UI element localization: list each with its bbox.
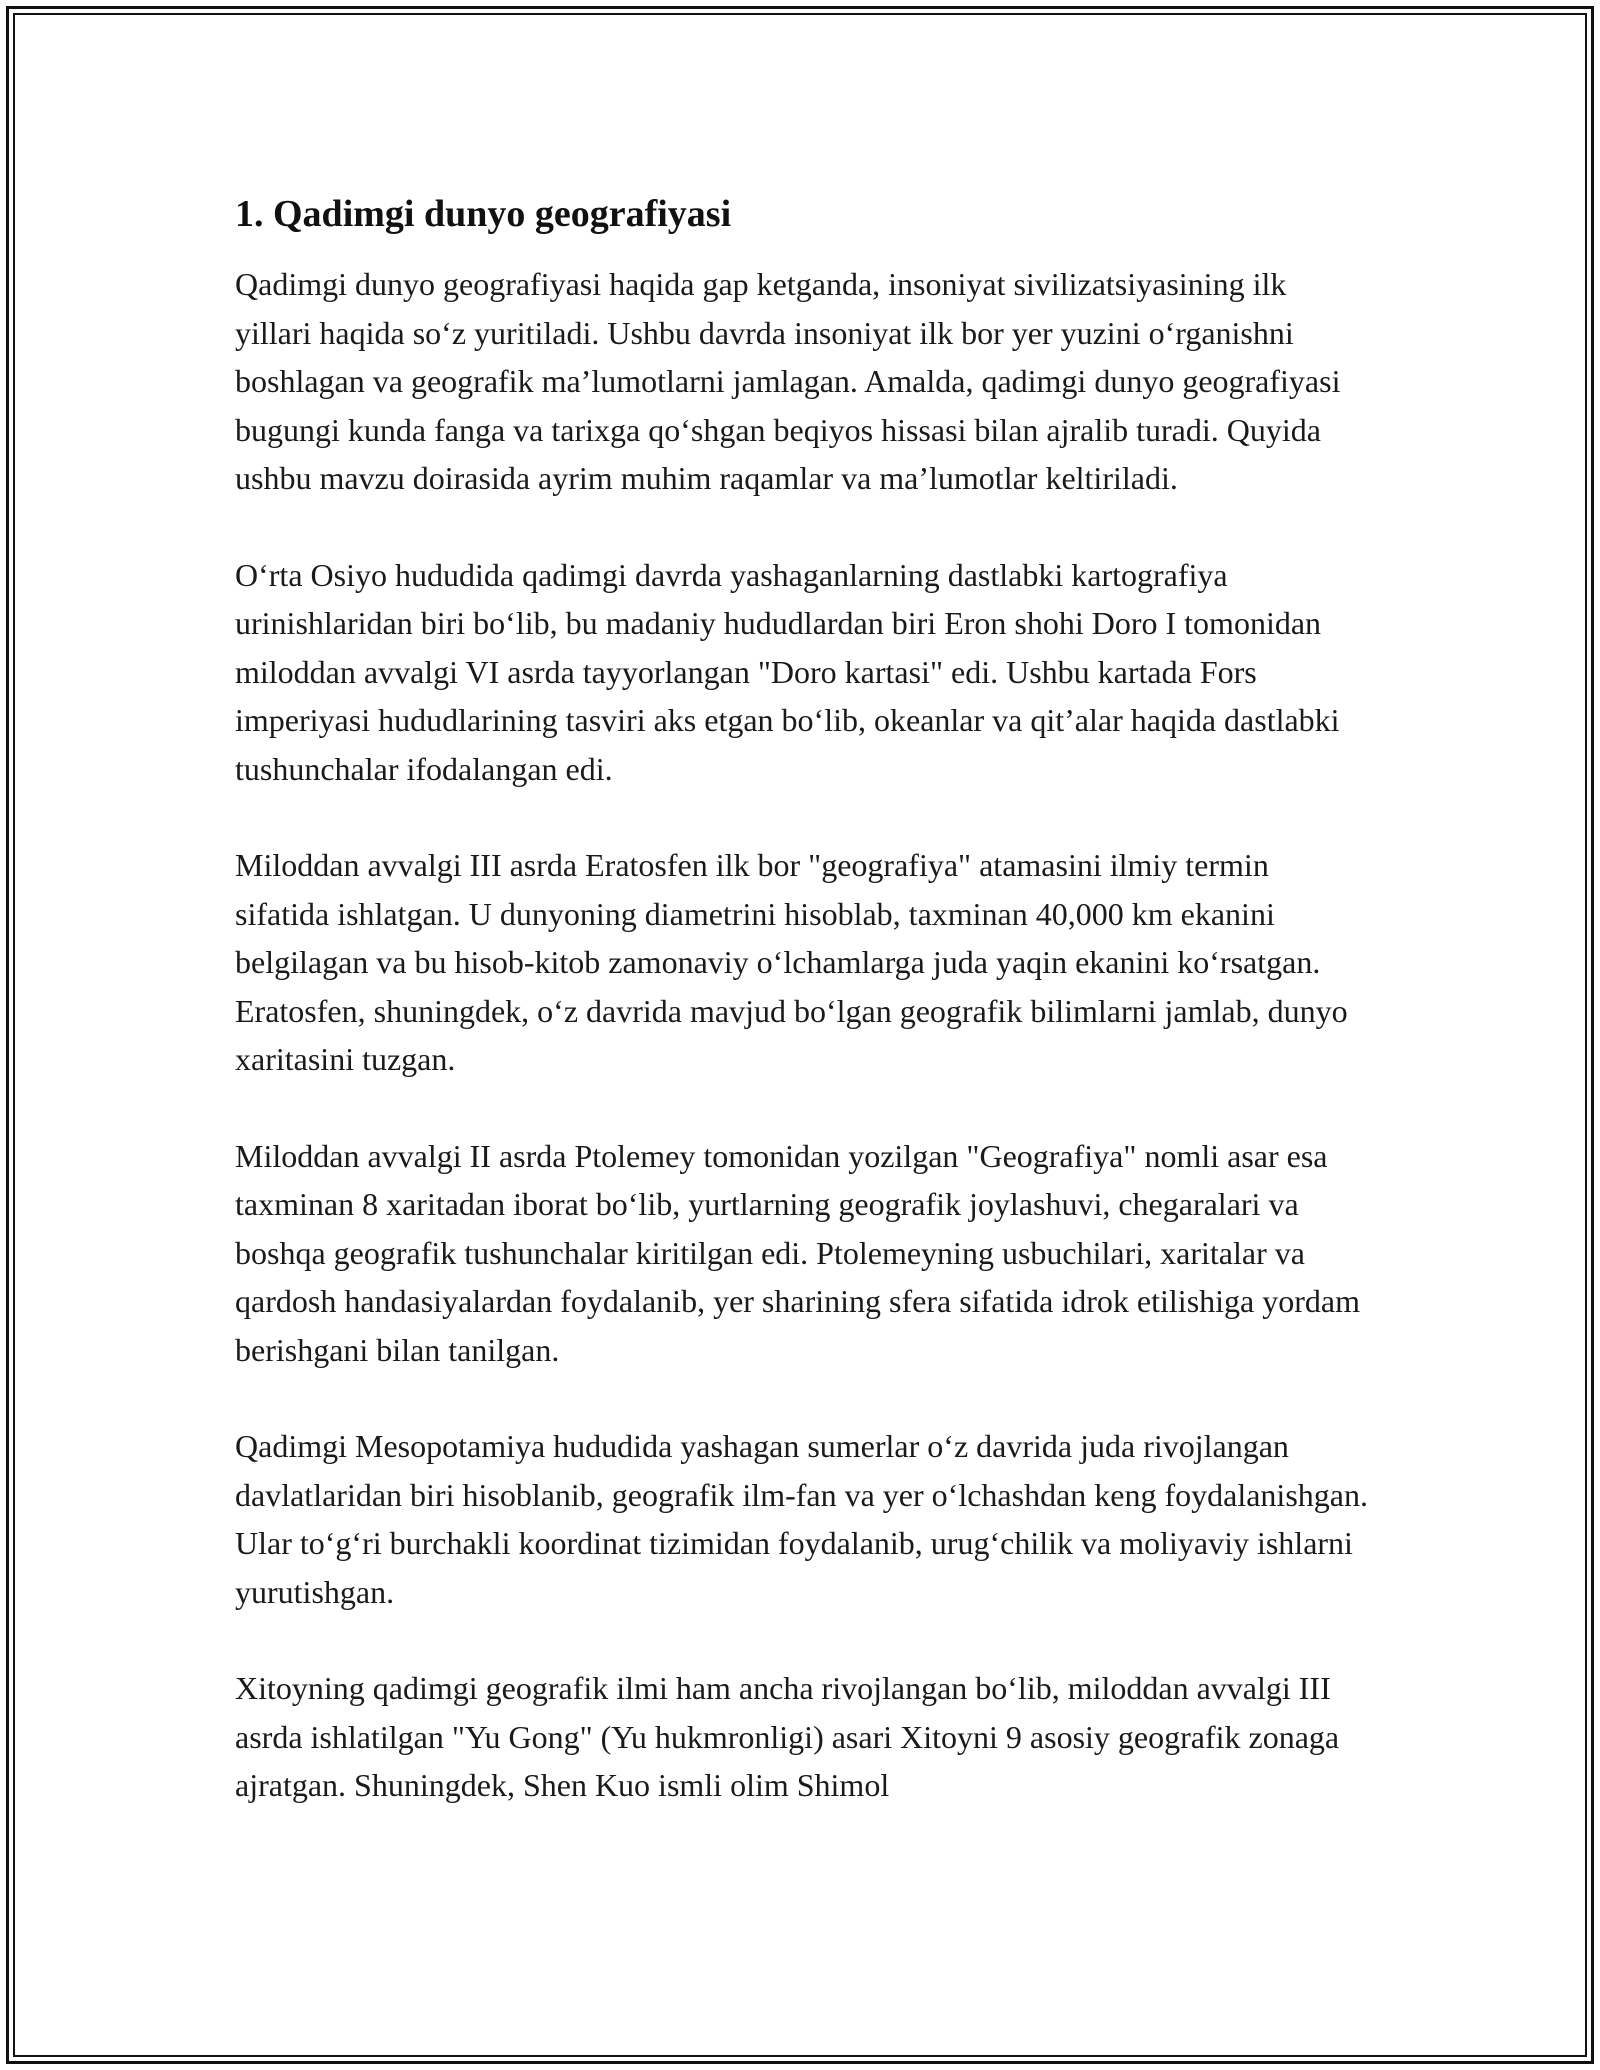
paragraph-1: Qadimgi dunyo geografiyasi haqida gap ketganda, insoniyat sivilizatsiyasining ilk yillari haqida so‘z yuritiladi. Ushbu davrda insoniyat ilk bor yer yuzini o‘rganishni boshlagan va geografik ma’lumotlarni jamlagan. Amalda, qadimgi dunyo geografiyasi bugungi kunda fanga va tarixga qo‘shgan beqiyos hissasi bilan ajralib turadi. Quyida ushbu mavzu doirasida ayrim muhim raqamlar va ma’lumotlar keltiriladi.: [235, 266, 1341, 496]
paragraph-3: Miloddan avvalgi III asrda Eratosfen ilk bor "geografiya" atamasini ilmiy termin sifatida ishlatgan. U dunyoning diametrini hisoblab, taxminan 40,000 km ekanini belgilagan va bu hisob-kitob zamonaviy o‘lchamlarga juda yaqin ekanini ko‘rsatgan. Eratosfen, shuningdek, o‘z davrida mavjud bo‘lgan geografik bilimlarni jamlab, dunyo xaritasini tuzgan.: [235, 847, 1348, 1077]
paragraph-2: O‘rta Osiyo hududida qadimgi davrda yashaganlarning dastlabki kartografiya urinishlaridan biri bo‘lib, bu madaniy hududlardan biri Eron shohi Doro I tomonidan miloddan avvalgi VI asrda tayyorlangan "Doro kartasi" edi. Ushbu kartada Fors imperiyasi hududlarining tasviri aks etgan bo‘lib, okeanlar va qit’alar haqida dastlabki tushunchalar ifodalangan edi.: [235, 556, 1340, 787]
section-title: 1. Qadimgi dunyo geografiyasi: [235, 193, 732, 235]
document-body: [235, 190, 1370, 1810]
paragraph-6: Xitoyning qadimgi geografik ilmi ham ancha rivojlangan bo‘lib, miloddan avvalgi III asrda ishlatilgan "Yu Gong" (Yu hukmronligi) asari Xitoyni 9 asosiy geografik zonaga ajratgan. Shuningdek, Shen Kuo ismli olim Shimol: [235, 1670, 1340, 1803]
paragraph-4: Miloddan avvalgi II asrda Ptolemey tomonidan yozilgan "Geografiya" nomli asar esa taxminan 8 xaritadan iborat bo‘lib, yurtlarning geografik joylashuvi, chegaralari va boshqa geografik tushunchalar kiritilgan edi. Ptolemeyning usbuchilari, xaritalar va qardosh handasiyalardan foydalanib, yer sharining sfera sifatida idrok etilishiga yordam berishgani bilan tanilgan.: [235, 1137, 1360, 1368]
paragraph-5: Qadimgi Mesopotamiya hududida yashagan sumerlar o‘z davrida juda rivojlangan davlatlaridan biri hisoblanib, geografik ilm-fan va yer o‘lchashdan keng foydalanishgan. Ular to‘g‘ri burchakli koordinat tizimidan foydalanib, urug‘chilik va moliyaviy ishlarni yurutishgan.: [235, 1428, 1368, 1610]
